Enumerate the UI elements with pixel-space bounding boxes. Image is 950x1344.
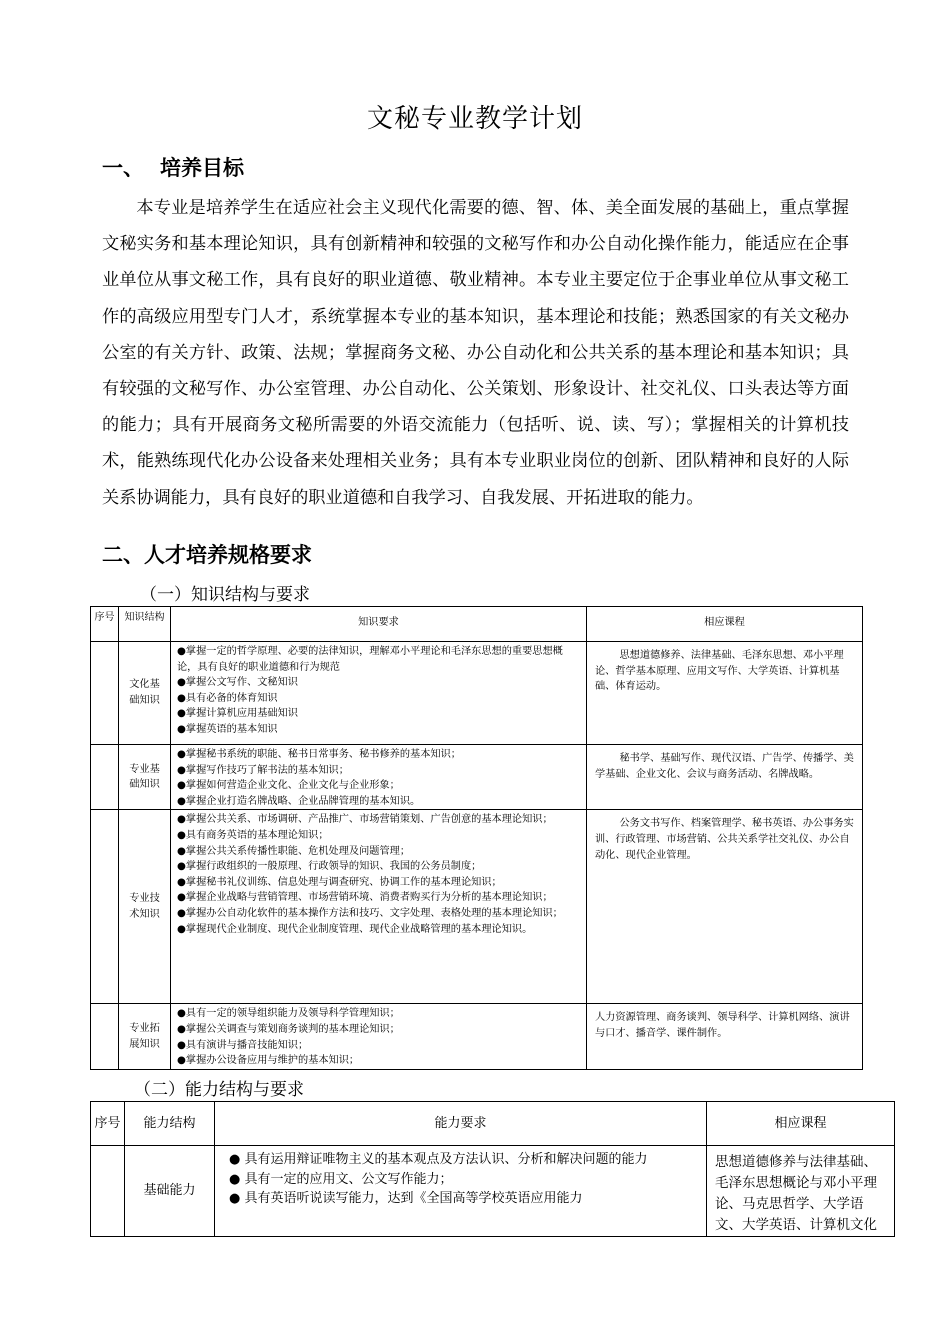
requirement-item: ● 具有运用辩证唯物主义的基本观点及方法认识、分析和解决问题的能力 [229,1152,648,1167]
row-category: 专业拓展知识 [119,1004,171,1069]
ability-table-header-row [91,1102,895,1146]
knowledge-table [90,606,863,1070]
header-no: 序号 [91,607,119,642]
header-courses: 相应课程 [707,1102,895,1146]
row-requirements: ●掌握公共关系、市场调研、产品推广、市场营销策划、广告创意的基本理论知识； ●具有商务英语的基本理论知识； ●掌握公共关系传播性职能、危机处理及问题管理； ●掌握行政组织的一般原理、行政领导的知识、我国的公务员制度； ●掌握秘书礼仪训练、信息处理与调查研究、协调工作的基本理论知识； ●掌握企业战略与营销管理、市场营销环境、消费者购买行为分析的基本理论知识； ●掌握办公自动化软件的基本操作方法和技巧、文字处理、表格处理的基本理论知识； ●掌握现代企业制度、现代企业制度管理、现代企业战略管理的基本理论知识。 [171,810,587,1004]
header-courses: 相应课程 [587,607,863,642]
knowledge-subheading: （一）知识结构与要求 [140,585,310,605]
row-requirements: ●掌握一定的哲学原理、必要的法律知识，理解邓小平理论和毛泽东思想的重要思想概论，具有良好的职业道德和行为规范 ●掌握公文写作、文秘知识 ●具有必备的体育知识 ●掌握计算机应用基础知识 ●掌握英语的基本知识 [171,642,587,745]
ability-table [90,1101,895,1237]
table-row [91,1146,895,1237]
requirement-item: ● 具有英语听说读写能力，达到《全国高等学校英语应用能力 [229,1191,583,1206]
row-courses: 思想道德修养、法律基础、毛泽东思想、邓小平理论、哲学基本原理、应用文写作、大学英语、计算机基础、体育运动。 [587,642,863,745]
row-category: 专业基础知识 [119,745,171,810]
table-row [91,1004,863,1069]
section1-heading-text: 培养目标 [160,156,244,180]
row-requirements: ●掌握秘书系统的职能、秘书日常事务、秘书修养的基本知识； ●掌握写作技巧了解书法的基本知识； ●掌握如何营造企业文化、企业文化与企业形象； ●掌握企业打造名牌战略、企业品牌管理的基本知识。 [171,745,587,810]
row-courses: 秘书学、基础写作、现代汉语、广告学、传播学、美学基础、企业文化、会议与商务活动、名牌战略。 [587,745,863,810]
requirement-item: ● 具有一定的应用文、公文写作能力； [229,1171,453,1187]
row-requirements [215,1146,707,1237]
ability-subheading: （二）能力结构与要求 [134,1080,304,1100]
header-structure: 知识结构 [119,607,171,642]
row-courses: 人力资源管理、商务谈判、领导科学、计算机网络、演讲与口才、播音学、课件制作。 [587,1004,863,1069]
row-category: 专业技术知识 [119,810,171,1004]
section1-paragraph: 本专业是培养学生在适应社会主义现代化需要的德、智、体、美全面发展的基础上，重点掌握文秘实务和基本理论知识，具有创新精神和较强的文秘写作和办公自动化操作能力，能适应在企事业单位从事文秘工作，具有良好的职业道德、敬业精神。本专业主要定位于企事业单位从事文秘工作的高级应用型专门人才，系统掌握本专业的基本知识，基本理论和技能；熟悉国家的有关文秘办公室的有关方针、政策、法规；掌握商务文秘、办公自动化和公共关系的基本理论和基本知识；具有较强的文秘写作、办公室管理、办公自动化、公关策划、形象设计、社交礼仪、口头表达等方面的能力；具有开展商务文秘所需要的外语交流能力（包括听、说、读、写）；掌握相关的计算机技术，能熟练现代化办公设备来处理相关业务；具有本专业职业岗位的创新、团队精神和良好的人际关系协调能力，具有良好的职业道德和自我学习、自我发展、开拓进取的能力。 [102,198,849,508]
row-number [91,1146,125,1237]
document-title: 文秘专业教学计划 [366,104,583,134]
row-number [91,745,119,810]
row-number [91,810,119,1004]
header-requirements: 知识要求 [171,607,587,642]
row-category: 文化基础知识 [119,642,171,745]
table-row [91,745,863,810]
table-row [91,810,863,1004]
section2-heading: 二、人才培养规格要求 [102,543,312,567]
row-number [91,1004,119,1069]
section1-heading [102,152,244,182]
row-number [91,642,119,745]
header-no: 序号 [91,1102,125,1146]
knowledge-table-header-row [91,607,863,642]
header-structure: 能力结构 [125,1102,215,1146]
section1-number: 一、 [102,156,144,180]
header-requirements: 能力要求 [215,1102,707,1146]
row-requirements: ●具有一定的领导组织能力及领导科学管理知识； ●掌握公关调查与策划商务谈判的基本理论知识； ●具有演讲与播音技能知识； ●掌握办公设备应用与维护的基本知识； [171,1004,587,1069]
row-courses: 公务文书写作、档案管理学、秘书英语、办公事务实训、行政管理、市场营销、公共关系学社交礼仪、办公自动化、现代企业管理。 [587,810,863,1004]
row-category: 基础能力 [125,1146,215,1237]
row-courses: 思想道德修养与法律基础、毛泽东思想概论与邓小平理论、马克思哲学、大学语文、大学英语、计算机文化 [707,1146,895,1237]
table-row [91,642,863,745]
